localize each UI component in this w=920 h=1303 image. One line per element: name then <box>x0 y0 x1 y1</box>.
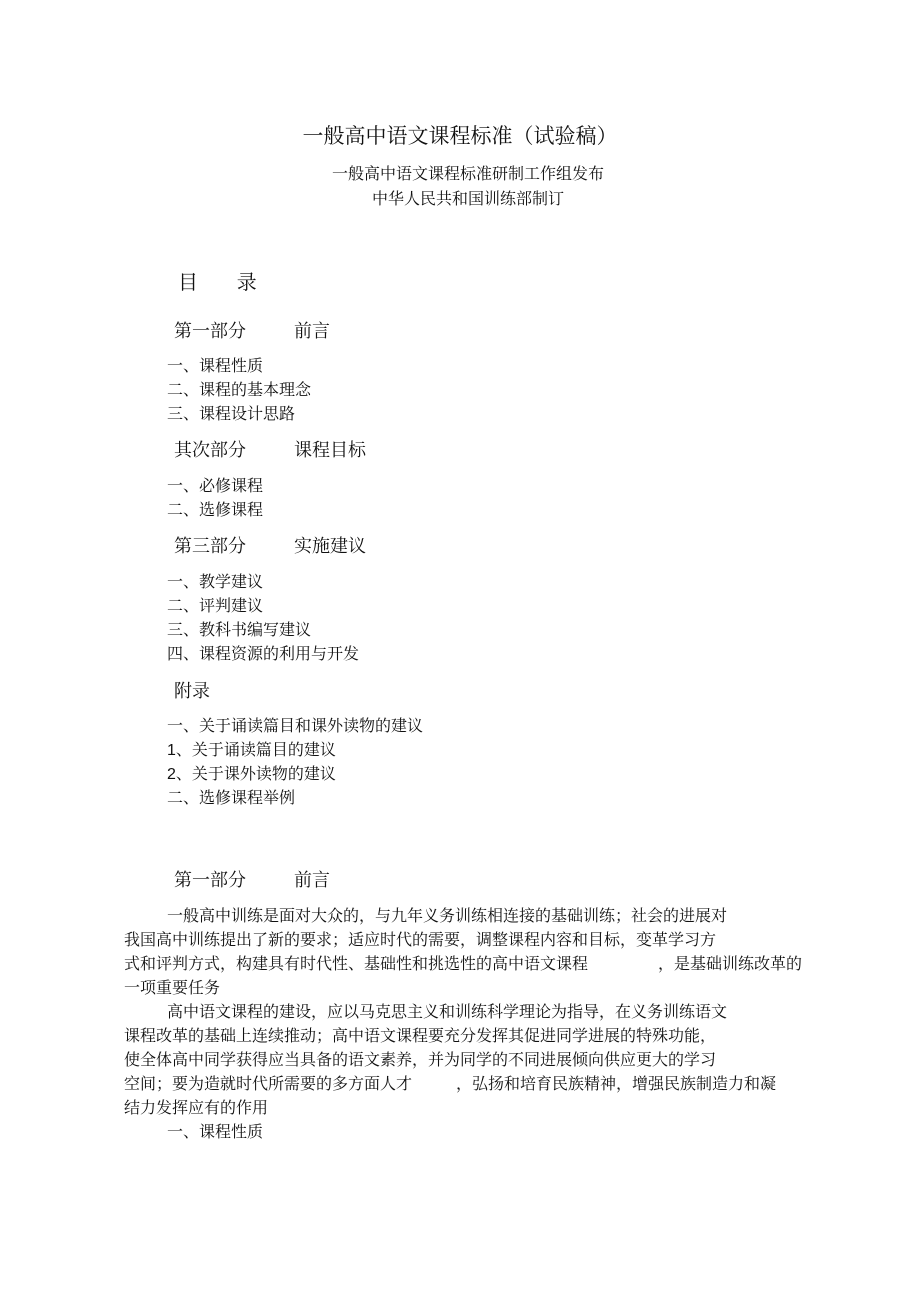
toc-item: 二、选修课程举例 <box>167 788 296 807</box>
toc-part-1-name: 前言 <box>294 321 330 342</box>
toc-part-2-number: 其次部分 <box>174 440 246 461</box>
toc-appendix: 附录 <box>174 681 210 702</box>
toc-item: 四、课程资源的利用与开发 <box>167 644 360 663</box>
paragraph-2-line-2: 课程改革的基础上连续推动；高中语文课程要充分发挥其促进同学进展的特殊功能， <box>124 1026 717 1045</box>
paragraph-1-line-1: 一般高中训练是面对大众的，与九年义务训练相连接的基础训练；社会的进展对 <box>167 906 728 925</box>
toc-item: 三、教科书编写建议 <box>167 620 312 639</box>
toc-item: 一、必修课程 <box>167 476 264 495</box>
issuer-line: 中华人民共和国训练部制订 <box>371 189 564 208</box>
toc-item: 二、评判建议 <box>167 596 264 615</box>
toc-item: 二、课程的基本理念 <box>167 380 312 399</box>
section-name: 前言 <box>294 870 330 891</box>
paragraph-1-line-3: 式和评判方式，构建具有时代性、基础性和挑选性的高中语文课程 <box>124 954 589 973</box>
document-title: 一般高中语文课程标准（试验稿） <box>302 124 618 148</box>
section-number: 第一部分 <box>174 870 246 891</box>
toc-heading-right: 录 <box>236 270 257 294</box>
toc-item: 一、课程性质 <box>167 356 264 375</box>
toc-item: 三、课程设计思路 <box>167 404 296 423</box>
toc-part-3-number: 第三部分 <box>174 536 246 557</box>
paragraph-1-line-4: 一项重要任务 <box>124 978 221 997</box>
paragraph-2-line-4-tail: ，弘扬和培育民族精神，增强民族制造力和凝 <box>456 1074 777 1093</box>
toc-item: 1、关于诵读篇目的建议 <box>167 742 336 759</box>
toc-part-1 <box>174 317 330 343</box>
paragraph-2-line-5: 结力发挥应有的作用 <box>124 1098 269 1117</box>
paragraph-2-line-3: 使全体高中同学获得应当具备的语文素养，并为同学的不同进展倾向供应更大的学习 <box>124 1050 717 1069</box>
toc-part-2-name: 课程目标 <box>294 440 366 461</box>
toc-item: 二、选修课程 <box>167 500 264 519</box>
toc-heading <box>178 266 257 295</box>
toc-item: 一、教学建议 <box>167 572 264 591</box>
paragraph-1-line-3-tail: ，是基础训练改革的 <box>658 954 803 973</box>
toc-part-3-name: 实施建议 <box>294 536 366 557</box>
toc-part-2 <box>174 436 366 462</box>
toc-item: 2、关于课外读物的建议 <box>167 766 336 783</box>
paragraph-2-line-4: 空间；要为造就时代所需要的多方面人才 <box>124 1074 413 1093</box>
toc-item: 一、关于诵读篇目和课外读物的建议 <box>167 716 424 735</box>
section-heading <box>174 866 330 892</box>
paragraph-1-line-2: 我国高中训练提出了新的要求；适应时代的需要，调整课程内容和目标，变革学习方 <box>124 930 717 949</box>
publisher-line: 一般高中语文课程标准研制工作组发布 <box>331 164 604 183</box>
subsection-heading: 一、课程性质 <box>167 1122 264 1141</box>
toc-heading-left: 目 <box>178 270 198 294</box>
paragraph-2-line-1: 高中语文课程的建设，应以马克思主义和训练科学理论为指导，在义务训练语文 <box>167 1002 728 1021</box>
toc-part-1-number: 第一部分 <box>174 321 246 342</box>
toc-part-3 <box>174 532 366 558</box>
